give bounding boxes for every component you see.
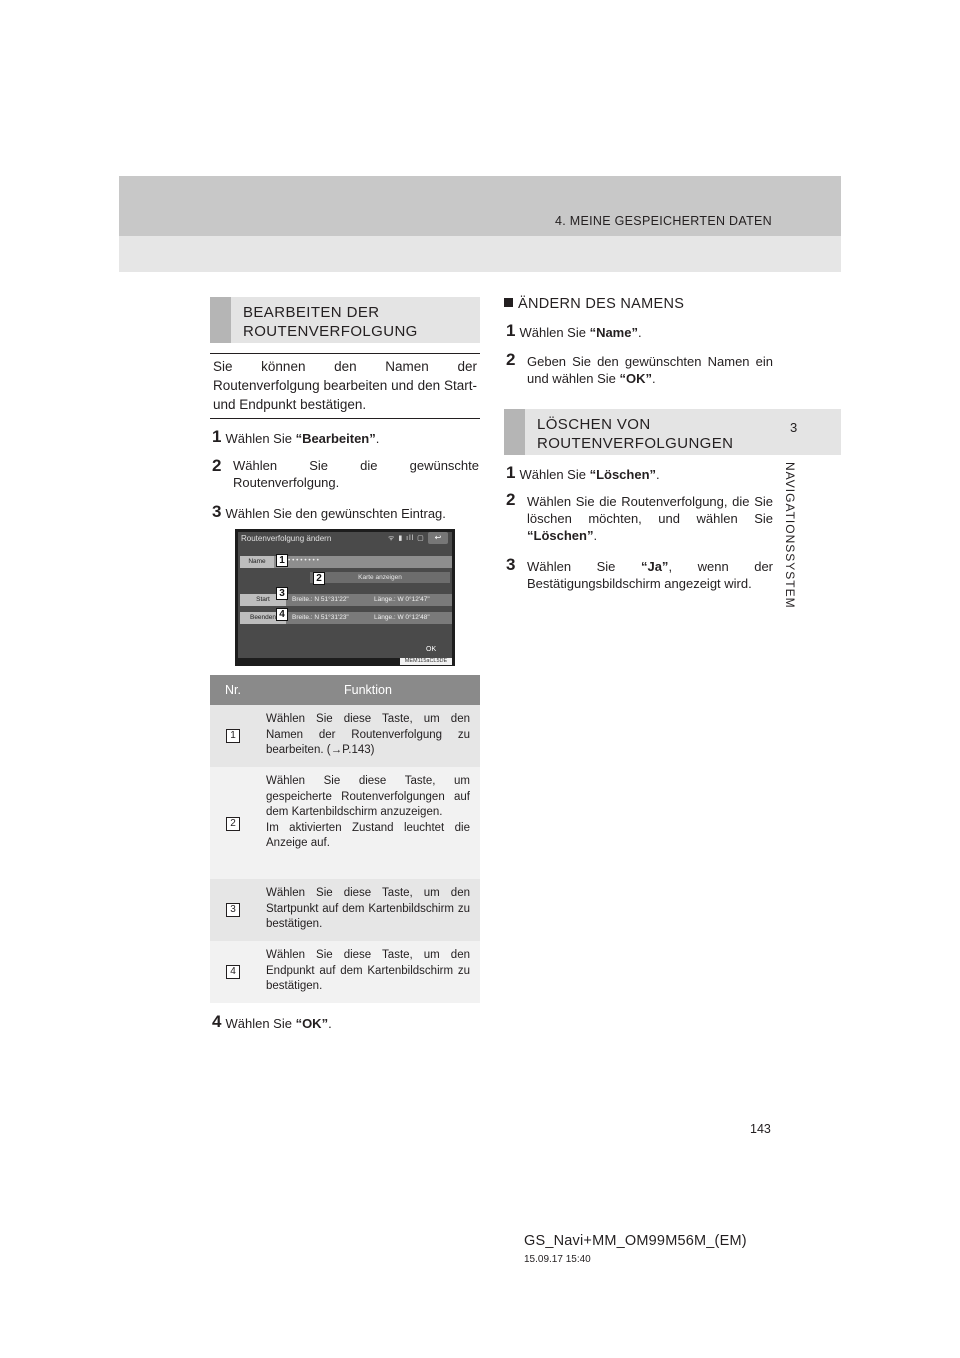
section-title-line1: LÖSCHEN VON [537,416,651,433]
start-latitude: Breite.: N 51°31'22" [292,596,349,603]
step-keyword: “Ja” [640,559,669,574]
image-code: MEM115aCL5DE [400,658,452,665]
delete-step-3 [506,556,774,592]
step-keyword: “Bearbeiten” [295,431,376,446]
delete-step-1 [506,464,774,483]
edit-step-1 [212,428,480,447]
end-button[interactable]: Beenden [240,612,286,624]
back-icon[interactable]: ↩ [428,532,448,544]
chapter-number: 3 [790,420,798,435]
step-text: Wählen Sie [519,325,590,340]
step-number: 4 [212,1012,222,1031]
start-longitude: Länge.: W 0°12'47" [374,596,430,603]
start-button[interactable]: Start [240,594,286,606]
step-text-end: , wenn der Bestätigungsbildschirm angezeigt wird. [527,559,774,591]
section-title-line2: ROUTENVERFOLGUNG [243,323,418,340]
show-map-button[interactable]: Karte anzeigen [310,572,450,583]
table-row [210,941,480,1003]
step-number: 1 [212,427,222,446]
step-text-end: . [328,1016,332,1031]
table-row [210,767,480,879]
screen-illustration [235,529,455,666]
step-number: 2 [212,456,222,475]
table-row [210,705,480,767]
row-description: Wählen Sie diese Taste, um gespeicherte Routenverfolgungen auf dem Kartenbildschirm anzuzeigen. [266,775,470,818]
step-text-end: . [593,528,598,543]
table-header [210,675,480,705]
step-number: 1 [506,321,516,340]
section-title-line1: BEARBEITEN DER [243,304,380,321]
step-keyword: “Name” [589,325,638,340]
callout-4: 4 [276,608,288,621]
step-text-end: . [652,371,656,386]
step-text: Wählen Sie [225,431,296,446]
ok-button[interactable]: OK [426,646,437,653]
step-keyword: “Löschen” [527,528,594,543]
subheading-change-name [504,296,684,312]
name-value: • • • • • • • • [288,557,319,564]
step-number: 1 [506,463,516,482]
step-text: Wählen Sie die Routenverfolgung, die Sie löschen möchten, und wählen Sie [527,494,773,526]
section-heading-bar [210,297,231,343]
row-number: 4 [226,965,240,979]
edit-step-2 [212,457,480,491]
row-number: 2 [226,817,240,831]
function-table [210,675,480,1003]
row-description: Wählen Sie diese Taste, um den Endpunkt auf dem Kartenbildschirm zu bestätigen. [266,949,470,992]
step-number: 3 [212,502,222,521]
step-keyword: “Löschen” [589,467,657,482]
delete-step-2 [506,491,774,544]
chapter-title: 4. MEINE GESPEICHERTEN DATEN [554,214,772,228]
section-heading-edit [210,297,480,343]
callout-3: 3 [276,587,288,600]
step-text: Wählen Sie [519,467,590,482]
header-function: Funktion [344,683,392,697]
row-number: 1 [226,729,240,743]
callout-1: 1 [276,554,288,567]
step-text: Wählen Sie die gewünschte Routenverfolgung. [233,458,479,490]
header-subband [119,236,841,272]
step-text-end: . [375,431,380,446]
end-latitude: Breite.: N 51°31'23" [292,614,349,621]
bullet-square-icon [504,298,513,307]
step-text-end: . [637,325,642,340]
end-longitude: Länge.: W 0°12'48" [374,614,430,621]
screen-title: Routenverfolgung ändern [241,534,332,543]
edit-step-4 [212,1013,480,1032]
step-number: 2 [506,350,516,369]
row-number: 3 [226,903,240,917]
name-step-2 [506,351,774,387]
step-text-end: . [656,467,660,482]
subheading-text: ÄNDERN DES NAMENS [518,296,685,312]
step-text: Geben Sie den gewünschten Namen ein und wählen Sie [527,354,773,386]
callout-2: 2 [313,572,325,585]
step-text: Wählen Sie [225,1016,296,1031]
print-date: 15.09.17 15:40 [524,1254,591,1265]
step-keyword: “OK” [295,1016,329,1031]
chapter-tab [774,409,841,455]
row-description: Wählen Sie diese Taste, um den Namen der Routenverfolgung zu bearbeiten. (→P.143) [266,713,470,756]
header-nr: Nr. [225,683,241,697]
page-number: 143 [750,1122,771,1136]
name-button[interactable]: Name [240,556,274,568]
step-number: 3 [506,555,516,574]
step-number: 2 [506,490,516,509]
row-description-note: Im aktivierten Zustand leuchtet die Anzeige auf. [266,821,470,849]
step-text: Wählen Sie den gewünschten Eintrag. [225,506,446,521]
name-step-1 [506,322,774,341]
section-heading-bar [504,409,525,455]
row-description: Wählen Sie diese Taste, um den Startpunkt auf dem Kartenbildschirm zu bestätigen. [266,887,470,930]
table-row [210,879,480,941]
section-heading-delete [504,409,774,455]
section-title-line2: ROUTENVERFOLGUNGEN [537,435,734,452]
step-keyword: “OK” [619,371,653,386]
status-icons: ᯤ ▮ ıll ▢ [388,535,425,542]
intro-text: Sie können den Namen der Routenverfolgung bearbeiten und den Start- und Endpunkt bestätigen. [210,353,480,419]
edit-step-3 [212,503,480,522]
step-text: Wählen Sie [527,559,641,574]
screen-display [238,532,452,658]
chapter-label: NAVIGATIONSSYSTEM [783,462,797,609]
document-code: GS_Navi+MM_OM99M56M_(EM) [524,1233,747,1249]
